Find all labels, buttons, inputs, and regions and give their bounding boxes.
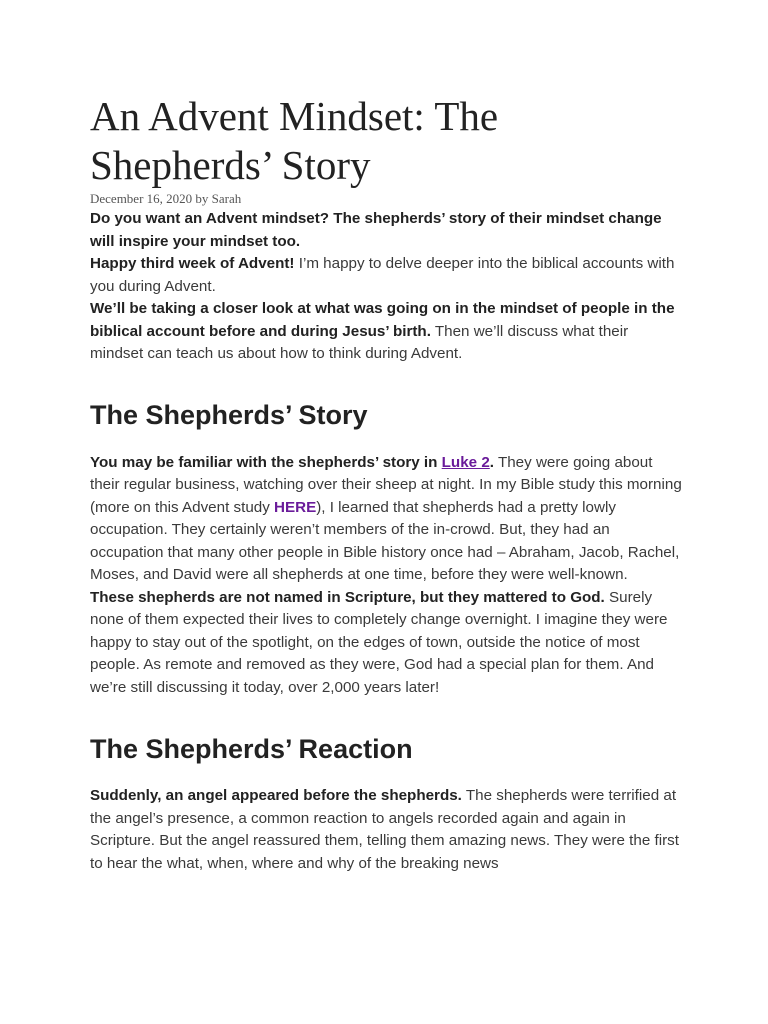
post-author: Sarah <box>211 191 242 206</box>
story-p1-text-1: They were going about their regular business, watching over their sheep at night. In my Bible study this morning (more on this Advent study <box>90 453 682 516</box>
intro-paragraph-2 <box>90 253 682 298</box>
intro-paragraph-3 <box>90 298 682 366</box>
post-title: An Advent Mindset: The Shepherds’ Story <box>90 93 499 188</box>
story-paragraph-1 <box>90 452 682 587</box>
story-paragraph-2 <box>90 587 682 700</box>
post-date: December 16, 2020 <box>90 191 193 206</box>
article <box>90 92 690 875</box>
reaction-p1-bold: Suddenly, an angel appeared before the shepherds. <box>90 787 462 804</box>
post-by: by <box>195 191 209 206</box>
intro-p1-bold: Do you want an Advent mindset? The shepherds’ story of their mindset change will inspire your mindset too. <box>90 210 662 250</box>
intro-paragraph-1 <box>90 208 682 253</box>
section-heading-story: The Shepherds’ Story <box>90 399 368 430</box>
story-p1-bold-pre: You may be familiar with the shepherds’ story in <box>90 453 442 471</box>
intro-p2-bold: Happy third week of Advent! <box>90 255 295 272</box>
here-link[interactable]: HERE <box>274 498 317 516</box>
story-p2-bold: These shepherds are not named in Scripture, but they mattered to God. <box>90 588 605 606</box>
story-p1-bold <box>90 454 494 471</box>
intro-p3-text: Then we’ll discuss what their mindset can teach us about how to think during Advent. <box>90 322 629 362</box>
luke-2-link[interactable]: Luke 2 <box>441 453 490 471</box>
intro-p3-bold: We’ll be taking a closer look at what was going on in the mindset of people in the biblical account before and during Jesus’ birth. <box>90 300 675 340</box>
reaction-p1-text: The shepherds were terrified at the angel’s presence, a common reaction to angels recorded again and again in Scripture. But the angel reassured them, telling them amazing news. They were the first to hear the what, when, where and why of the breaking news <box>90 787 679 872</box>
section-heading-reaction: The Shepherds’ Reaction <box>90 734 413 764</box>
story-p2-text: Surely none of them expected their lives to completely change overnight. I imagine they were happy to stay out of the spotlight, on the edges of town, outside the notice of most people. As remote and removed as they were, God had a special plan for them. And we’re still discussing it today, over 2,000 years later! <box>90 588 668 696</box>
story-p1-text-2: ), I learned that shepherds had a pretty lowly occupation. They certainly weren’t members of the in-crowd. But, they had an occupation that many other people in Bible history once had – Abraham, Jacob, Rachel, Moses, and David were all shepherds at one time, before they were well-known. <box>90 498 680 583</box>
intro-p2-text: I’m happy to delve deeper into the biblical accounts with you during Advent. <box>90 255 675 295</box>
story-p1-bold-post: . <box>489 453 495 471</box>
reaction-paragraph-1 <box>90 785 682 875</box>
post-meta <box>90 191 690 206</box>
